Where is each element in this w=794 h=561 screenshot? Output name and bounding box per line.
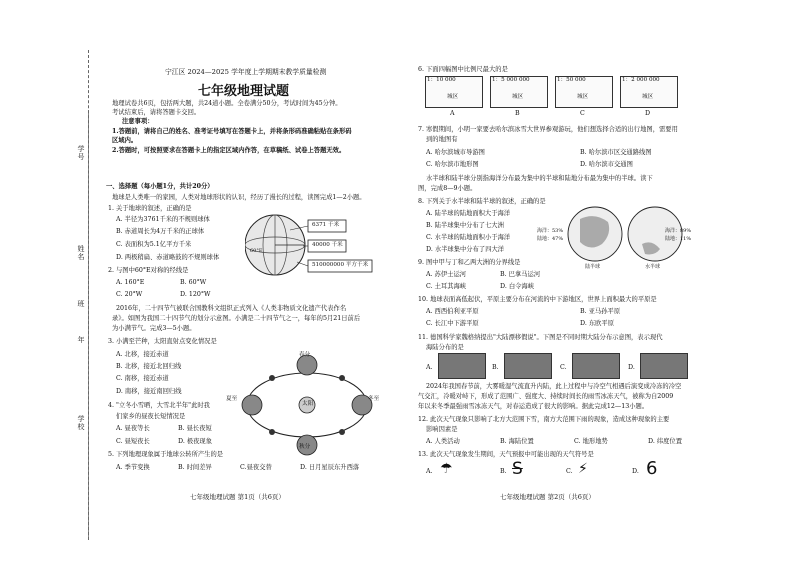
- q6-map-a-text: 城区: [447, 94, 459, 100]
- q8-option-b: B. 陆半球集中分布了七大洲: [426, 222, 504, 229]
- orbit-label-top: 春分: [299, 352, 311, 358]
- label-ban: 班: [77, 300, 85, 308]
- q6-map-b-text: 城区: [512, 94, 524, 100]
- q5-option-c: C.昼夜交替: [240, 464, 272, 471]
- q10-stem: 10. 地球表面高低起伏，平原主要分布在河流的中下游地区，世界上面积最大的平原是: [418, 296, 657, 303]
- label-xuehao: 学号: [77, 145, 85, 161]
- q1-option-a: A. 半径为3761千米的不规则球体: [116, 216, 210, 223]
- orbit-label-bottom: 秋分: [299, 444, 311, 450]
- q5-stem: 5. 下列地理现象属于地球公转所产生的是: [108, 451, 224, 458]
- passage2-b: 录》。如图为我国二十四节气的划分示意图。小满是二十四节气之一，每年的5月21日前后: [112, 315, 361, 322]
- hemi-land-land: 陆地：47%: [537, 236, 564, 242]
- q8-option-d: D. 水半球集中分布了四大洋: [426, 246, 505, 253]
- q1-option-c: C. 表面积为5.1亿平方千米: [116, 241, 192, 248]
- q5-option-a: A. 季节变换: [116, 464, 150, 471]
- hemi-water-land: 陆地：11%: [665, 236, 692, 242]
- q13-stem: 13. 此次天气现象发生期间，天气预报中可能出现的天气符号是: [418, 451, 594, 458]
- passage2-c: 为小满节气。完成3—5小题。: [112, 325, 196, 332]
- hemi-caption-land: 陆半球: [585, 264, 601, 270]
- cut-line: [88, 50, 89, 540]
- hemi-water-ocean: 海洋：89%: [665, 228, 692, 234]
- q5-option-d: D. 日月星辰东升西落: [300, 464, 360, 471]
- q4-option-d: D. 极夜现象: [178, 438, 213, 445]
- q6-stem: 6. 下面四幅图中比例尺最大的是: [418, 66, 508, 73]
- q3-option-d: D. 南移，接近南回归线: [116, 388, 182, 395]
- q4-stem-1: 4. "立冬小雪晒，大雪北半年"此时我: [108, 402, 210, 409]
- q3-option-b: B. 北移，接近北回归线: [116, 363, 182, 370]
- passage2-a: 2016年，二十四节气被联合国教科文组织正式列入《人类非物质文化遗产代表作名: [116, 305, 347, 312]
- globe-area-label: 510000000 平方千米: [312, 262, 369, 268]
- q2-option-c: C. 20°W: [116, 291, 143, 298]
- q6-label-d: D: [645, 110, 651, 117]
- q12-option-c: C. 地形地势: [574, 438, 608, 445]
- binding-strip: [8, 40, 98, 540]
- q3-option-c: C. 南移，接近赤道: [116, 375, 169, 382]
- passage8-b: 图，完成8—9小题。: [418, 185, 477, 192]
- q11-stem-1: 11. 德国科学家魏格纳提出"大陆漂移假说"。下图是不同时期大陆分布示意图，表示现代: [418, 334, 663, 341]
- q10-option-b: B. 亚马孙平原: [580, 308, 621, 315]
- q2-option-d: D. 120°W: [180, 291, 211, 298]
- footer-left: 七年级地理试题 第1页（共6页）: [190, 493, 285, 501]
- q2-option-b: B. 60°W: [180, 279, 207, 286]
- q8-stem: 8. 下列关于水半球和陆半球的叙述，正确的是: [418, 198, 546, 205]
- q6-scale-c: 1：50 000: [557, 77, 586, 83]
- q12-option-b: B. 海陆位置: [500, 438, 534, 445]
- q4-option-c: C. 昼短夜长: [116, 438, 150, 445]
- q7-option-c: C. 哈尔滨市地形图: [426, 161, 479, 168]
- q7-option-a: A. 哈尔滨城市导游图: [426, 149, 485, 156]
- sandstorm-icon: S: [512, 459, 523, 479]
- q4-stem-2: 们家乡的昼夜长短情况是: [116, 413, 186, 420]
- globe-figure: [245, 210, 375, 280]
- q6-scale-d: 1：2 000 000: [622, 77, 660, 83]
- q6-map-c-text: 城区: [577, 94, 589, 100]
- q1-option-b: B. 赤道周长为4万千米的正球体: [116, 228, 205, 235]
- section1-lead: 地球是人类唯一的家园，人类对地球形状的认识，经历了漫长的过程，读图完成1—2小题。: [112, 194, 366, 201]
- intro-p2: 考试结束后，请将答题卡交回。: [112, 109, 201, 116]
- q11-map-c: [572, 353, 620, 379]
- q11-map-b: [504, 353, 552, 379]
- q6-map-d-text: 城区: [642, 94, 654, 100]
- passage12-a: 2024年我国春节前，大雾暖湿气流直升内陆，此上过程中与冷空气相遇后演变成冷冻的冷空: [426, 383, 682, 390]
- q1-stem: 1. 关于地球的叙述，正确的是: [108, 205, 192, 212]
- footer-right: 七年级地理试题 第2页（共6页）: [500, 493, 595, 501]
- page-title: 七年级地理试题: [198, 84, 290, 99]
- q3-stem: 3. 小满至芒种，太阳直射点变化情况是: [108, 338, 217, 345]
- q6-scale-a: 1：10 000: [427, 77, 456, 83]
- q2-option-a: A. 160°E: [116, 279, 145, 286]
- q12-stem-1: 12. 此次天气现象只影响了北方大范围下雪，南方大范围下雨的现象，造成这种现象的主要: [418, 416, 670, 423]
- notice-title: 注意事项：: [122, 118, 154, 125]
- q10-option-c: C. 长江中下游平原: [426, 320, 479, 327]
- globe-radius-label: 6371 千米: [312, 222, 340, 228]
- passage8-a: 水半球和陆半球分别指海洋分布最为集中的半球和陆地分布最为集中的半球。读下: [426, 175, 653, 182]
- notice-1b: 区域内。: [112, 137, 138, 144]
- q7-stem-1: 7. 寒假期间，小明一家要去哈尔滨冰雪大世界参观游玩，他们想选择合适的出行地图，需要用: [418, 126, 678, 133]
- orbit-label-right: 冬至: [368, 396, 380, 402]
- q7-option-d: D. 哈尔滨市交通图: [580, 161, 633, 168]
- q11-stem-2: 海陆分布的是: [426, 344, 464, 351]
- label-xuexiao: 学校: [77, 415, 85, 431]
- q12-stem-2: 影响因素是: [426, 426, 458, 433]
- q9-option-d: D. 白令海峡: [500, 283, 535, 290]
- q12-option-a: A. 人类活动: [426, 438, 460, 445]
- q9-option-a: A. 苏伊士运河: [426, 271, 467, 278]
- q13-label-a: A.: [426, 468, 433, 475]
- q11-label-d: D.: [628, 364, 635, 371]
- q8-option-a: A. 陆半球的陆地面积大于海洋: [426, 210, 511, 217]
- q5-option-b: B. 时间差异: [178, 464, 212, 471]
- q13-label-d: D.: [632, 468, 639, 475]
- q7-stem-2: 到的地图有: [426, 136, 458, 143]
- q8-option-c: C. 水半球的陆地面积小于海洋: [426, 234, 511, 241]
- q9-option-b: B. 巴拿马运河: [500, 271, 541, 278]
- intro-p1: 地理试卷共6页，包括两大题，共24道小题。全卷满分50分，考试时间为45分钟。: [112, 100, 342, 107]
- q13-label-c: C.: [566, 468, 573, 475]
- header-line: 宁江区 2024—2025 学年度上学期期末教学质量检测: [165, 68, 327, 76]
- notice-2: 2.答题时，可按照要求在答题卡上的指定区域内作答，在草稿纸、试卷上答题无效。: [112, 147, 346, 154]
- umbrella-rain-icon: ☂: [440, 461, 453, 477]
- orbit-label-center: 太阳: [302, 401, 314, 407]
- q11-label-a: A.: [426, 364, 433, 371]
- notice-1a: 1.答题前，请将自己的姓名、准考证号填写在答题卡上，并将条形码准确粘贴在条形码: [112, 128, 352, 135]
- passage12-b: 气交汇，冷暖对峙下，形成了范围广、强度大、持续时间长的雨雪冰冻天气，被称为自2009: [418, 393, 674, 400]
- label-nian: 年: [77, 336, 85, 344]
- q11-label-c: C.: [560, 364, 567, 371]
- q6-label-b: B: [515, 110, 520, 117]
- q7-option-b: B. 哈尔滨市区交通路线图: [580, 149, 652, 156]
- section1-title: 一、选择题（每小题1分，共计20分）: [106, 183, 214, 190]
- passage12-c: 年以来冬季最强雨雪冰冻天气，对春运造成了很大的影响。据此完成12—13小题。: [418, 403, 649, 410]
- orbit-label-left: 夏至: [226, 396, 238, 402]
- hemi-land-ocean: 海洋：53%: [537, 228, 564, 234]
- q2-stem: 2. 与图中60°E对称的经线是: [108, 267, 189, 274]
- q12-option-d: D. 纬度位置: [648, 438, 683, 445]
- q11-label-b: B.: [492, 364, 499, 371]
- q6-scale-b: 1：5 000 000: [492, 77, 530, 83]
- q9-stem: 9. 图中甲与丁和乙两大洲的分界线是: [418, 259, 521, 266]
- q9-option-c: C. 土耳其海峡: [426, 283, 467, 290]
- q4-option-b: B. 昼长夜短: [178, 425, 212, 432]
- lightning-icon: ⚡: [578, 461, 588, 477]
- q13-label-b: B.: [500, 468, 507, 475]
- label-xingming: 姓名: [77, 245, 85, 261]
- typhoon-icon: 6: [646, 458, 658, 479]
- q1-option-d: D. 两极稍扁、赤道略鼓的不规则球体: [116, 254, 220, 261]
- q10-option-a: A. 西西伯利亚平原: [426, 308, 479, 315]
- q4-option-a: A. 昼夜等长: [116, 425, 150, 432]
- globe-circumference-label: 40000 千米: [312, 242, 343, 248]
- q3-option-a: A. 北移，接近赤道: [116, 351, 169, 358]
- globe-angle-label: 60°E: [250, 248, 263, 254]
- q6-label-c: C: [580, 110, 585, 117]
- hemi-caption-water: 水半球: [645, 264, 661, 270]
- q10-option-d: D. 东欧平原: [580, 320, 615, 327]
- q11-map-a: [438, 353, 486, 379]
- q6-label-a: A: [450, 110, 455, 117]
- q11-map-d: [640, 353, 688, 379]
